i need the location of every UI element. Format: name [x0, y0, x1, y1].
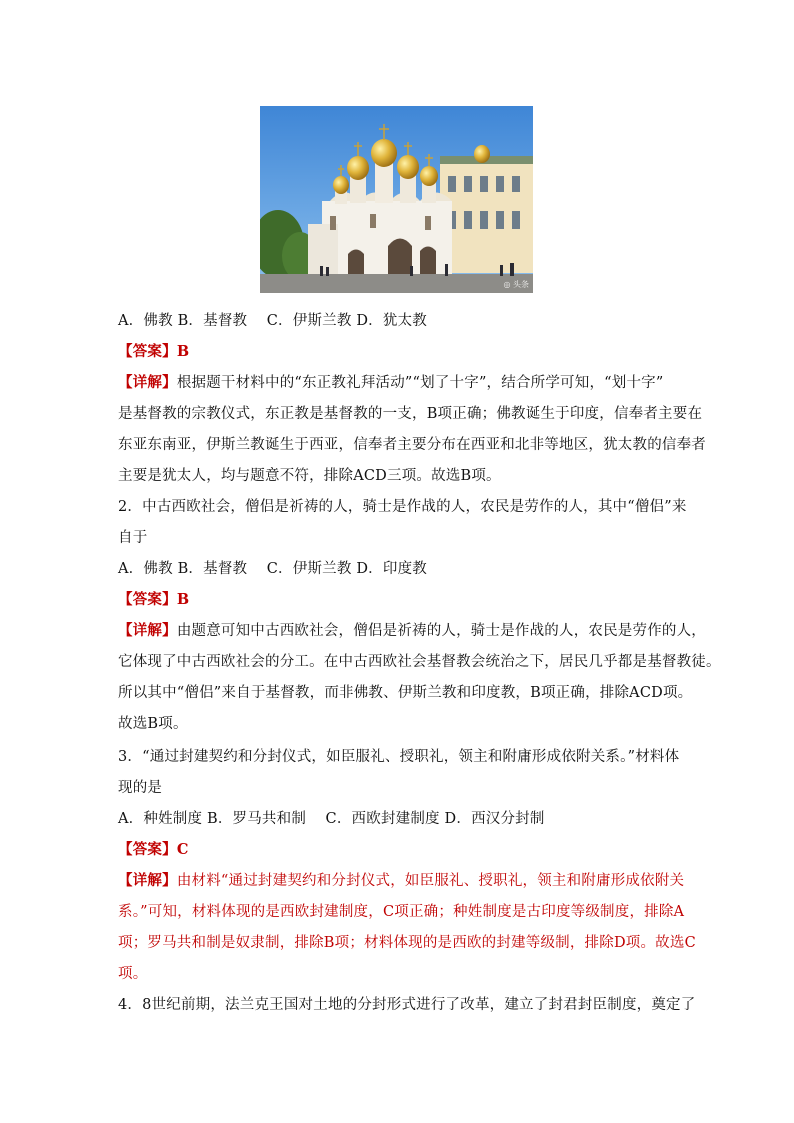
q3-detail-line-3: 项；罗马共和制是奴隶制，排除B项；材料体现的是西欧的封建等级制，排除D项。故选C [118, 935, 696, 951]
q2-detail-line-1 [118, 621, 707, 641]
q4-stem-line-1: 4．8世纪前期，法兰克王国对土地的分封形式进行了改革，建立了封君封臣制度，奠定了 [118, 997, 696, 1013]
q1-detail-line-1 [118, 373, 688, 393]
q2-detail-text-1: 由题意可知中古西欧社会，僧侣是祈祷的人，骑士是作战的人，农民是劳作的人， [176, 623, 707, 639]
cathedral-photo [260, 106, 533, 293]
cathedral-illustration [260, 106, 533, 293]
q3-stem-line-2: 现的是 [118, 780, 163, 796]
q1-answer-tag: 【答案】 [118, 343, 177, 360]
q2-options: A．佛教 B．基督教 C．伊斯兰教 D．印度教 [118, 561, 427, 577]
q3-detail-line-2: 系。”可知，材料体现的是西欧封建制度，C项正确；种姓制度是古印度等级制度，排除A [118, 904, 685, 920]
q3-answer-value: C [176, 841, 189, 858]
q3-answer-tag: 【答案】 [118, 841, 177, 858]
q1-detail-text-1: 根据题干材料中的“东正教礼拜活动”“划了十字”，结合所学可知，“划十字” [176, 375, 664, 391]
q3-answer [118, 840, 688, 860]
q2-answer-value: B [176, 591, 190, 608]
q3-detail-line-4: 项。 [118, 966, 148, 982]
q2-detail-line-4: 故选B项。 [118, 716, 188, 732]
image-watermark: ◎ 头条 [503, 280, 529, 289]
q3-detail-tag: 【详解】 [118, 872, 177, 889]
q1-answer-value: B [176, 343, 190, 360]
q3-stem-line-1: 3．“通过封建契约和分封仪式，如臣服礼、授职礼，领主和附庸形成依附关系。”材料体 [118, 749, 680, 765]
q2-detail-line-2: 它体现了中古西欧社会的分工。在中古西欧社会基督教会统治之下，居民几乎都是基督教徒。 [118, 654, 721, 670]
q1-detail-line-3: 东亚东南亚，伊斯兰教诞生于西亚，信奉者主要分布在西亚和北非等地区，犹太教的信奉者 [118, 437, 706, 453]
q1-detail-line-4: 主要是犹太人，均与题意不符，排除ACD三项。故选B项。 [118, 468, 501, 484]
q1-detail-tag: 【详解】 [118, 374, 177, 391]
q3-detail-text-1: 由材料“通过封建契约和分封仪式，如臣服礼、授职礼，领主和附庸形成依附关 [176, 873, 685, 889]
q3-detail-line-1 [118, 871, 688, 891]
q1-answer [118, 342, 688, 362]
q2-stem-line-1: 2．中古西欧社会，僧侣是祈祷的人，骑士是作战的人，农民是劳作的人，其中“僧侣”来 [118, 499, 687, 515]
q2-detail-tag: 【详解】 [118, 622, 177, 639]
q1-detail-line-2: 是基督教的宗教仪式，东正教是基督教的一支，B项正确；佛教诞生于印度，信奉者主要在 [118, 406, 703, 422]
q3-options: A．种姓制度 B．罗马共和制 C．西欧封建制度 D．西汉分封制 [118, 811, 545, 827]
q2-answer [118, 590, 688, 610]
q2-detail-line-3: 所以其中“僧侣”来自于基督教，而非佛教、伊斯兰教和印度教，B项正确，排除ACD项。 [118, 685, 693, 701]
q2-answer-tag: 【答案】 [118, 591, 177, 608]
q1-options: A．佛教 B．基督教 C．伊斯兰教 D．犹太教 [118, 313, 427, 329]
q2-stem-line-2: 自于 [118, 530, 148, 546]
